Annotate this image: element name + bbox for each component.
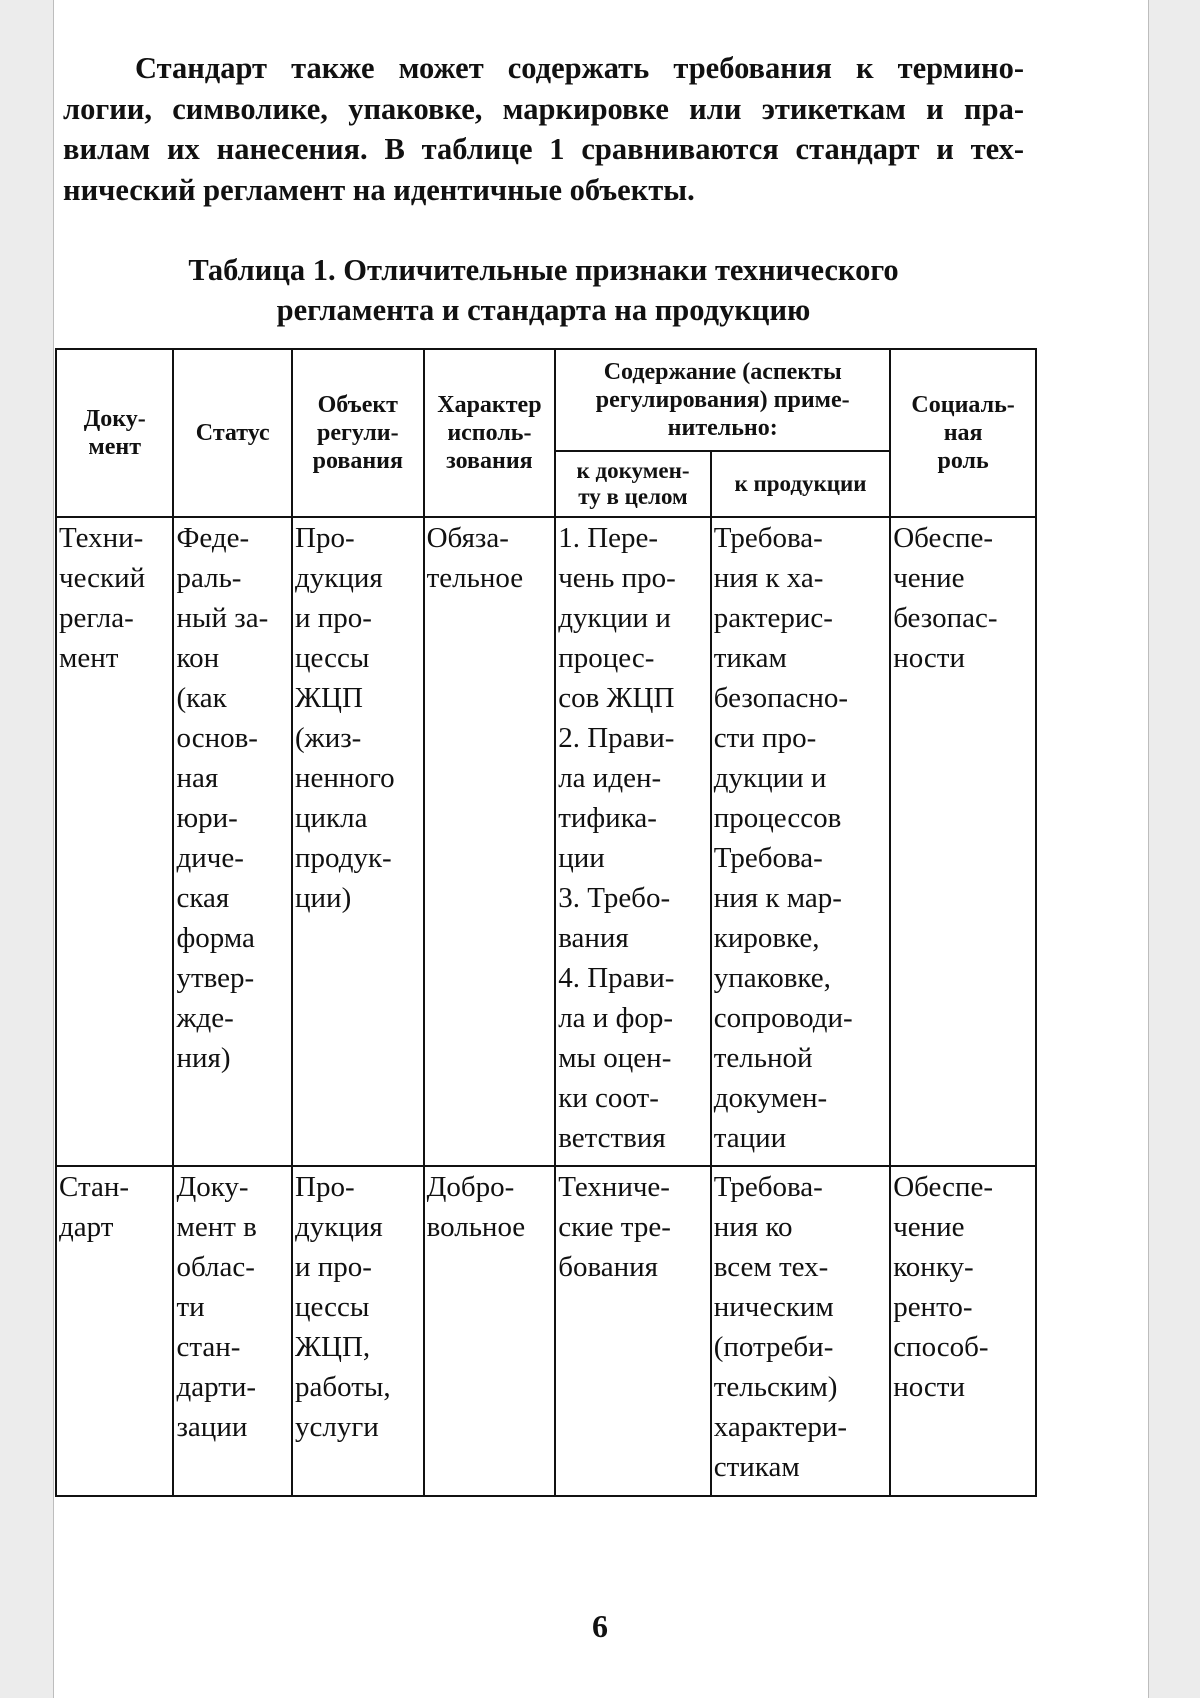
cell-line: (потреби-	[713, 1331, 834, 1363]
cell-line: Социаль-	[911, 392, 1015, 418]
cell-line: характери-	[713, 1411, 848, 1443]
cell-line: Про-	[295, 1171, 355, 1203]
cell-line: диче-	[176, 842, 244, 874]
cell-line: ния к ха-	[713, 562, 824, 594]
cell-line: вания	[558, 922, 629, 954]
cell-line: дарт	[59, 1211, 114, 1243]
cell-content-product	[711, 1166, 890, 1496]
cell-line: ный за-	[176, 602, 269, 634]
cell-line: ские тре-	[558, 1211, 671, 1243]
cell-line: конку-	[893, 1251, 974, 1283]
cell-line: дукции и	[558, 602, 671, 634]
cell-line: роль	[937, 448, 989, 474]
cell-line: тикам	[713, 642, 787, 674]
cell-line: безопас-	[893, 602, 998, 634]
cell-line: Техниче-	[558, 1171, 670, 1203]
caption-line: Таблица 1. Отличительные признаки технического	[188, 253, 899, 287]
cell-line: ности	[893, 642, 965, 674]
cell-line: ная	[943, 420, 983, 446]
cell-line: нительно:	[667, 415, 778, 441]
cell-line: ти	[176, 1291, 205, 1323]
cell-line: дукция	[295, 562, 383, 594]
cell-line: стан-	[176, 1331, 241, 1363]
cell-content-document	[555, 1166, 711, 1496]
header-content	[555, 349, 890, 451]
cell-line: докумен-	[713, 1082, 828, 1114]
cell-line: вольное	[426, 1211, 526, 1243]
cell-object	[292, 517, 424, 1166]
cell-status	[173, 1166, 292, 1496]
cell-line: 4. Прави-	[558, 962, 675, 994]
cell-line: облас-	[176, 1251, 255, 1283]
cell-line: чение	[893, 1211, 965, 1243]
cell-line: Обяза-	[426, 522, 509, 554]
cell-line: тельским)	[713, 1371, 838, 1403]
header-social-role	[890, 349, 1036, 517]
table-caption	[63, 250, 1024, 330]
paragraph-line: нический регламент на идентичные объекты.	[63, 172, 695, 207]
cell-line: и про-	[295, 1251, 372, 1283]
cell-line: ная	[176, 762, 219, 794]
cell-line: дарти-	[176, 1371, 257, 1403]
cell-line: Требова-	[713, 842, 823, 874]
cell-line: 3. Требо-	[558, 882, 671, 914]
cell-line: регулирования) приме-	[595, 387, 850, 413]
cell-line: зования	[446, 448, 533, 474]
cell-line: Добро-	[426, 1171, 515, 1203]
cell-line: форма	[176, 922, 255, 954]
cell-line: Феде-	[176, 522, 250, 554]
cell-line: Статус	[195, 420, 270, 446]
cell-line: ла и фор-	[558, 1002, 674, 1034]
cell-line: дукции и	[713, 762, 827, 794]
intro-paragraph	[63, 48, 1024, 210]
header-status	[173, 349, 292, 517]
header-document	[56, 349, 173, 517]
cell-line: кон	[176, 642, 220, 674]
cell-line: Содержание (аспекты	[603, 359, 842, 385]
cell-line: мент	[59, 642, 119, 674]
cell-line: упаковке,	[713, 962, 831, 994]
cell-line: Доку-	[83, 406, 146, 432]
header-content-document	[555, 451, 711, 517]
cell-line: рактерис-	[713, 602, 833, 634]
cell-line: тации	[713, 1122, 787, 1154]
cell-line: ническим	[713, 1291, 834, 1323]
table-row	[56, 517, 1036, 1166]
cell-line: 2. Прави-	[558, 722, 675, 754]
cell-line: ла иден-	[558, 762, 662, 794]
table-row	[56, 1166, 1036, 1496]
cell-status	[173, 517, 292, 1166]
cell-social-role	[890, 517, 1036, 1166]
cell-line: ЖЦП,	[295, 1331, 371, 1363]
cell-line: стикам	[713, 1451, 800, 1483]
cell-line: ции)	[295, 882, 352, 914]
cell-line: ции	[558, 842, 605, 874]
cell-line: цессы	[295, 1291, 370, 1323]
cell-line: ренто-	[893, 1291, 973, 1323]
cell-content-document	[555, 517, 711, 1166]
cell-line: Про-	[295, 522, 355, 554]
cell-line: безопасно-	[713, 682, 849, 714]
cell-content-product	[711, 517, 890, 1166]
cell-line: ки соот-	[558, 1082, 659, 1114]
cell-line: ческий	[59, 562, 146, 594]
cell-line: тифика-	[558, 802, 657, 834]
header-object	[292, 349, 424, 517]
cell-line: Требова-	[713, 522, 823, 554]
cell-line: всем тех-	[713, 1251, 829, 1283]
cell-line: 1. Пере-	[558, 522, 659, 554]
cell-line: утвер-	[176, 962, 255, 994]
cell-usage	[424, 517, 556, 1166]
cell-line: работы,	[295, 1371, 391, 1403]
cell-line: тельной	[713, 1042, 813, 1074]
cell-line: чень про-	[558, 562, 676, 594]
cell-object	[292, 1166, 424, 1496]
cell-line: Техни-	[59, 522, 144, 554]
cell-line: рования	[312, 448, 403, 474]
cell-line: процессов	[713, 802, 842, 834]
cell-line: ЖЦП	[295, 682, 363, 714]
cell-line: продук-	[295, 842, 392, 874]
cell-line: ния)	[176, 1042, 231, 1074]
cell-line: ненного	[295, 762, 395, 794]
cell-line: ветствия	[558, 1122, 666, 1154]
cell-line: мент	[88, 434, 142, 460]
cell-line: кировке,	[713, 922, 820, 954]
cell-line: Объект	[317, 392, 398, 418]
comparison-table	[55, 348, 1037, 1497]
cell-document	[56, 1166, 173, 1496]
paragraph-line: Стандарт также может содержать требования к термино-	[135, 51, 1024, 85]
cell-line: тельное	[426, 562, 524, 594]
cell-line: сти про-	[713, 722, 817, 754]
header-usage	[424, 349, 556, 517]
cell-line: основ-	[176, 722, 258, 754]
cell-line: ту в целом	[578, 484, 688, 509]
cell-line: зации	[176, 1411, 248, 1443]
cell-line: ния к мар-	[713, 882, 842, 914]
cell-line: юри-	[176, 802, 238, 834]
cell-line: Доку-	[176, 1171, 249, 1203]
cell-line: услуги	[295, 1411, 379, 1443]
cell-line: исполь-	[447, 420, 532, 446]
cell-line: мент в	[176, 1211, 257, 1243]
cell-line: к продукции	[734, 471, 867, 496]
cell-line: жде-	[176, 1002, 234, 1034]
cell-line: мы оцен-	[558, 1042, 672, 1074]
cell-social-role	[890, 1166, 1036, 1496]
cell-line: к докумен-	[576, 458, 690, 483]
cell-line: сопроводи-	[713, 1002, 853, 1034]
cell-usage	[424, 1166, 556, 1496]
cell-line: процес-	[558, 642, 655, 674]
cell-line: дукция	[295, 1211, 383, 1243]
cell-line: ния ко	[713, 1211, 793, 1243]
cell-line: Характер	[437, 392, 542, 418]
cell-line: цессы	[295, 642, 370, 674]
cell-line: регла-	[59, 602, 134, 634]
cell-line: ская	[176, 882, 230, 914]
cell-line: Обеспе-	[893, 522, 994, 554]
cell-line: сов ЖЦП	[558, 682, 675, 714]
header-content-product	[711, 451, 890, 517]
cell-line: ности	[893, 1371, 965, 1403]
cell-line: Обеспе-	[893, 1171, 994, 1203]
cell-line: Требова-	[713, 1171, 823, 1203]
paragraph-line: логии, символике, упаковке, маркировке или этикеткам и пра-	[63, 91, 1024, 126]
cell-line: бования	[558, 1251, 659, 1283]
cell-line: способ-	[893, 1331, 989, 1363]
cell-line: (как	[176, 682, 227, 714]
page-number: 6	[592, 1608, 608, 1644]
caption-line: регламента и стандарта на продукцию	[276, 293, 811, 327]
cell-line: регули-	[317, 420, 399, 446]
paragraph-line: вилам их нанесения. В таблице 1 сравниваются стандарт и тех-	[63, 132, 1024, 166]
cell-line: раль-	[176, 562, 242, 594]
cell-line: чение	[893, 562, 965, 594]
cell-document	[56, 517, 173, 1166]
cell-line: (жиз-	[295, 722, 362, 754]
cell-line: цикла	[295, 802, 368, 834]
cell-line: Стан-	[59, 1171, 130, 1203]
cell-line: и про-	[295, 602, 372, 634]
